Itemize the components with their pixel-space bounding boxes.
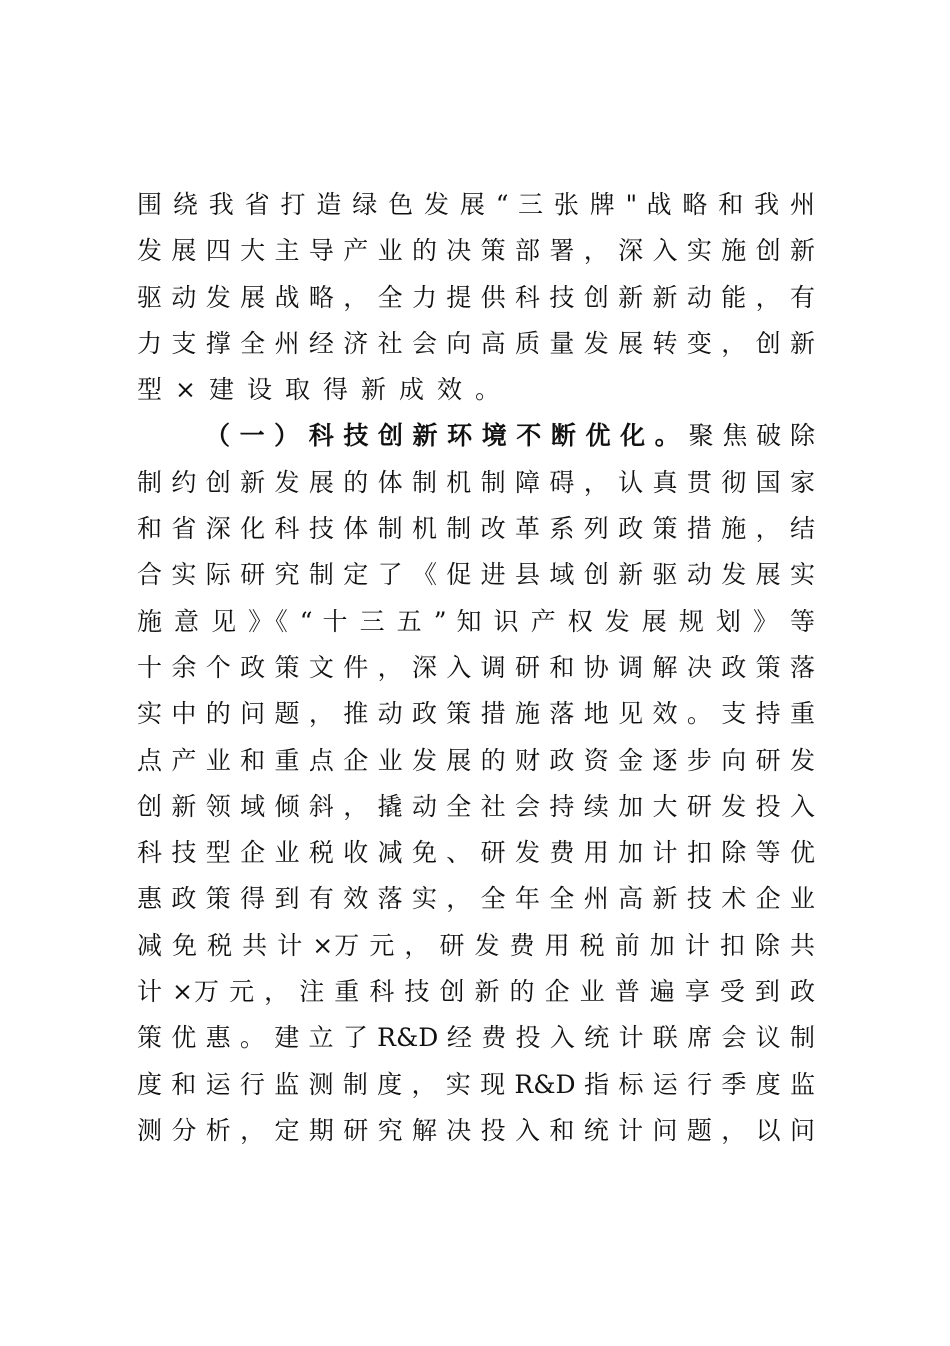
text-line: 驱 动 发 展 战 略 ， 全 力 提 供 科 技 创 新 新 动 能 ， 有 [137, 282, 815, 312]
text-line: 发 展 四 大 主 导 产 业 的 决 策 部 署 ， 深 入 实 施 创 新 [137, 236, 815, 266]
text-line: 和 省 深 化 科 技 体 制 机 制 改 革 系 列 政 策 措 施 ， 结 [137, 514, 815, 544]
text-line: 计 ×万 元 ， 注 重 科 技 创 新 的 企 业 普 遍 享 受 到 政 [137, 977, 815, 1007]
text-line: 十 余 个 政 策 文 件 ， 深 入 调 研 和 协 调 解 决 政 策 落 [137, 652, 815, 682]
text-line: 减 免 税 共 计 ×万 元 ， 研 发 费 用 税 前 加 计 扣 除 共 [137, 930, 815, 960]
text-line: 施 意 见 》《 “ 十 三 五 ” 知 识 产 权 发 展 规 划 》 等 [137, 606, 815, 636]
paragraph-section-one [137, 413, 815, 1154]
text-line: 创 新 领 域 倾 斜 ， 撬 动 全 社 会 持 续 加 大 研 发 投 入 [137, 791, 815, 821]
text-line: 策 优 惠 。 建 立 了 R&D 经 费 投 入 统 计 联 席 会 议 制 [137, 1023, 815, 1053]
section-heading: （ 一 ） 科 技 创 新 环 境 不 断 优 化 。 [205, 421, 681, 451]
text-line: 惠 政 策 得 到 有 效 落 实 ， 全 年 全 州 高 新 技 术 企 业 [137, 884, 815, 914]
text-line: 点 产 业 和 重 点 企 业 发 展 的 财 政 资 金 逐 步 向 研 发 [137, 745, 815, 775]
text-line: 围 绕 我 省 打 造 绿 色 发 展 “ 三 张 牌 " 战 略 和 我 州 [137, 190, 815, 219]
text-line: 合 实 际 研 究 制 定 了 《 促 进 县 域 创 新 驱 动 发 展 实 [137, 560, 815, 590]
text-line: 测 分 析 ， 定 期 研 究 解 决 投 入 和 统 计 问 题 ， 以 问 [137, 1115, 815, 1145]
text-line: 制 约 创 新 发 展 的 体 制 机 制 障 碍 ， 认 真 贯 彻 国 家 [137, 467, 815, 497]
text-line: 度 和 运 行 监 测 制 度 ， 实 现 R&D 指 标 运 行 季 度 监 [137, 1069, 815, 1099]
text-line: 科 技 型 企 业 税 收 减 免 、 研 发 费 用 加 计 扣 除 等 优 [137, 838, 815, 868]
document-body [137, 182, 815, 1154]
text-line: 型×建设取得新成效。 [137, 375, 513, 405]
text-line [137, 413, 815, 459]
heading-line-rest: 聚 焦 破 除 [688, 421, 815, 451]
text-line: 力 支 撑 全 州 经 济 社 会 向 高 质 量 发 展 转 变 ， 创 新 [137, 328, 815, 358]
paragraph-intro [137, 182, 815, 413]
text-line: 实 中 的 问 题 ， 推 动 政 策 措 施 落 地 见 效 。 支 持 重 [137, 699, 815, 729]
